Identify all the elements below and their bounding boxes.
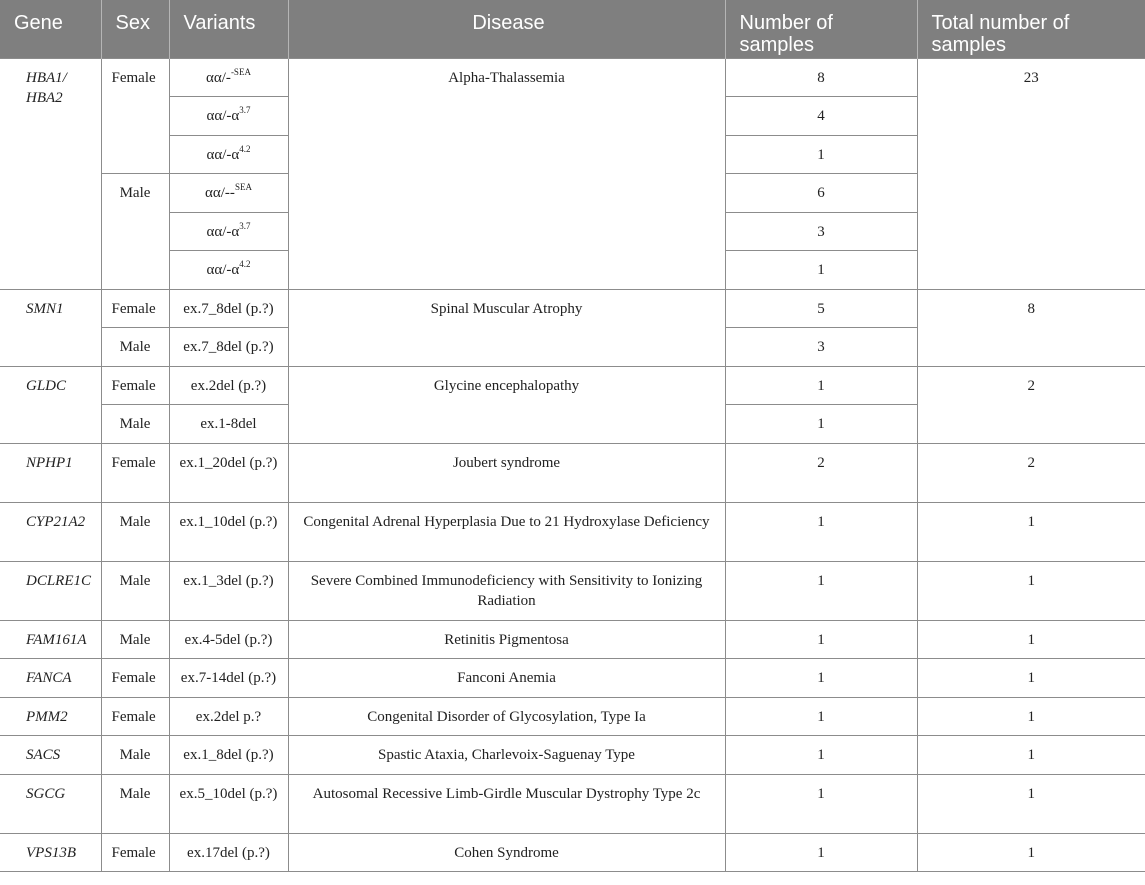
variant-cell bbox=[169, 97, 288, 136]
gene-cell: SGCG bbox=[0, 774, 101, 833]
variant-cell: ex.5_10del (p.?) bbox=[169, 774, 288, 833]
header-variants: Variants bbox=[169, 0, 288, 58]
sex-cell: Female bbox=[101, 833, 169, 872]
table-row bbox=[0, 833, 1145, 872]
gene-cell: VPS13B bbox=[0, 833, 101, 872]
total-count-cell: 1 bbox=[917, 659, 1145, 698]
disease-cell: Spinal Muscular Atrophy bbox=[288, 289, 725, 366]
sample-count-cell: 1 bbox=[725, 366, 917, 405]
variant-cell: ex.7_8del (p.?) bbox=[169, 289, 288, 328]
variant-superscript: -SEA bbox=[230, 66, 251, 77]
header-disease: Disease bbox=[288, 0, 725, 58]
table-row bbox=[0, 659, 1145, 698]
sex-cell: Female bbox=[101, 443, 169, 502]
gene-cell: GLDC bbox=[0, 366, 101, 443]
sex-cell: Male bbox=[101, 405, 169, 444]
variant-text: αα/- bbox=[206, 69, 231, 86]
table-row bbox=[0, 774, 1145, 833]
header-row bbox=[0, 0, 1145, 58]
gene-cell: CYP21A2 bbox=[0, 502, 101, 561]
variant-cell: ex.2del (p.?) bbox=[169, 366, 288, 405]
variant-text: αα/-α bbox=[206, 262, 240, 278]
sex-cell: Male bbox=[101, 620, 169, 659]
variant-cell: ex.1-8del bbox=[169, 405, 288, 444]
disease-cell: Fanconi Anemia bbox=[288, 659, 725, 698]
table-row bbox=[0, 366, 1145, 405]
disease-cell: Alpha-Thalassemia bbox=[288, 58, 725, 289]
table-row bbox=[0, 561, 1145, 620]
sample-count-cell: 1 bbox=[725, 561, 917, 620]
disease-cell: Retinitis Pigmentosa bbox=[288, 620, 725, 659]
header-total-number-of-samples: Total number of samples bbox=[917, 0, 1145, 58]
sex-cell: Male bbox=[101, 174, 169, 290]
variant-cell: ex.7_8del (p.?) bbox=[169, 328, 288, 367]
sample-count-cell: 1 bbox=[725, 135, 917, 174]
total-count-cell: 1 bbox=[917, 774, 1145, 833]
disease-cell: Cohen Syndrome bbox=[288, 833, 725, 872]
variant-cell: ex.1_3del (p.?) bbox=[169, 561, 288, 620]
sex-cell: Male bbox=[101, 774, 169, 833]
header-sex: Sex bbox=[101, 0, 169, 58]
total-count-cell: 1 bbox=[917, 697, 1145, 736]
table-row bbox=[0, 620, 1145, 659]
gene-cell: SMN1 bbox=[0, 289, 101, 366]
variant-superscript: 4.2 bbox=[239, 143, 251, 154]
table-row bbox=[0, 289, 1145, 328]
header-gene: Gene bbox=[0, 0, 101, 58]
variant-text: αα/-α bbox=[206, 223, 240, 240]
sex-cell: Male bbox=[101, 561, 169, 620]
variant-cell: ex.4-5del (p.?) bbox=[169, 620, 288, 659]
sample-count-cell: 3 bbox=[725, 328, 917, 367]
variant-cell: ex.1_10del (p.?) bbox=[169, 502, 288, 561]
sex-cell: Male bbox=[101, 502, 169, 561]
total-count-cell: 1 bbox=[917, 833, 1145, 872]
sample-count-cell: 6 bbox=[725, 174, 917, 213]
variant-superscript: 3.7 bbox=[239, 220, 251, 231]
sample-count-cell: 1 bbox=[725, 736, 917, 775]
disease-cell: Severe Combined Immunodeficiency with Sensitivity to Ionizing Radiation bbox=[288, 561, 725, 620]
total-count-cell: 1 bbox=[917, 736, 1145, 775]
sex-cell: Female bbox=[101, 697, 169, 736]
sample-count-cell: 1 bbox=[725, 502, 917, 561]
sample-count-cell: 1 bbox=[725, 620, 917, 659]
sex-cell: Female bbox=[101, 289, 169, 328]
disease-cell: Joubert syndrome bbox=[288, 443, 725, 502]
gene-cell: FANCA bbox=[0, 659, 101, 698]
table-row bbox=[0, 443, 1145, 502]
variant-cell: ex.1_20del (p.?) bbox=[169, 443, 288, 502]
sample-count-cell: 5 bbox=[725, 289, 917, 328]
variant-cell bbox=[169, 135, 288, 174]
total-count-cell: 23 bbox=[917, 58, 1145, 289]
total-count-cell: 2 bbox=[917, 443, 1145, 502]
total-count-cell: 1 bbox=[917, 502, 1145, 561]
variant-cell: ex.7-14del (p.?) bbox=[169, 659, 288, 698]
gene-cell: HBA1/ HBA2 bbox=[0, 58, 101, 289]
sex-cell: Male bbox=[101, 736, 169, 775]
sample-count-cell: 4 bbox=[725, 97, 917, 136]
sample-count-cell: 8 bbox=[725, 58, 917, 97]
gene-cell: FAM161A bbox=[0, 620, 101, 659]
sex-cell: Male bbox=[101, 328, 169, 367]
gene-cell: NPHP1 bbox=[0, 443, 101, 502]
sex-cell: Female bbox=[101, 58, 169, 174]
total-count-cell: 2 bbox=[917, 366, 1145, 443]
variant-cell bbox=[169, 174, 288, 213]
gene-cell: PMM2 bbox=[0, 697, 101, 736]
variant-cell: ex.1_8del (p.?) bbox=[169, 736, 288, 775]
gene-cell: SACS bbox=[0, 736, 101, 775]
variant-cell: ex.17del (p.?) bbox=[169, 833, 288, 872]
disease-cell: Spastic Ataxia, Charlevoix-Saguenay Type bbox=[288, 736, 725, 775]
disease-cell: Glycine encephalopathy bbox=[288, 366, 725, 443]
variant-cell bbox=[169, 212, 288, 251]
variant-cell bbox=[169, 58, 288, 97]
header-number-of-samples: Number of samples bbox=[725, 0, 917, 58]
total-count-cell: 8 bbox=[917, 289, 1145, 366]
gene-cell: DCLRE1C bbox=[0, 561, 101, 620]
sample-count-cell: 1 bbox=[725, 697, 917, 736]
table-row bbox=[0, 736, 1145, 775]
disease-cell: Autosomal Recessive Limb-Girdle Muscular Dystrophy Type 2c bbox=[288, 774, 725, 833]
table-row bbox=[0, 58, 1145, 97]
sample-count-cell: 1 bbox=[725, 774, 917, 833]
variant-superscript: SEA bbox=[234, 182, 252, 192]
sample-count-cell: 1 bbox=[725, 405, 917, 444]
sex-cell: Female bbox=[101, 366, 169, 405]
variant-text: αα/-α bbox=[206, 108, 240, 124]
variant-text: αα/-α bbox=[206, 146, 240, 163]
sample-count-cell: 1 bbox=[725, 659, 917, 698]
total-count-cell: 1 bbox=[917, 620, 1145, 659]
table-row bbox=[0, 697, 1145, 736]
sample-count-cell: 2 bbox=[725, 443, 917, 502]
variant-cell bbox=[169, 251, 288, 290]
table-row bbox=[0, 502, 1145, 561]
sex-cell: Female bbox=[101, 659, 169, 698]
sample-count-cell: 3 bbox=[725, 212, 917, 251]
variant-text: αα/-- bbox=[205, 185, 235, 201]
sample-count-cell: 1 bbox=[725, 251, 917, 290]
sample-count-cell: 1 bbox=[725, 833, 917, 872]
variant-cell: ex.2del p.? bbox=[169, 697, 288, 736]
disease-cell: Congenital Disorder of Glycosylation, Type Ia bbox=[288, 697, 725, 736]
variant-superscript: 4.2 bbox=[239, 259, 251, 269]
disease-cell: Congenital Adrenal Hyperplasia Due to 21 Hydroxylase Deficiency bbox=[288, 502, 725, 561]
total-count-cell: 1 bbox=[917, 561, 1145, 620]
variant-superscript: 3.7 bbox=[239, 105, 251, 115]
